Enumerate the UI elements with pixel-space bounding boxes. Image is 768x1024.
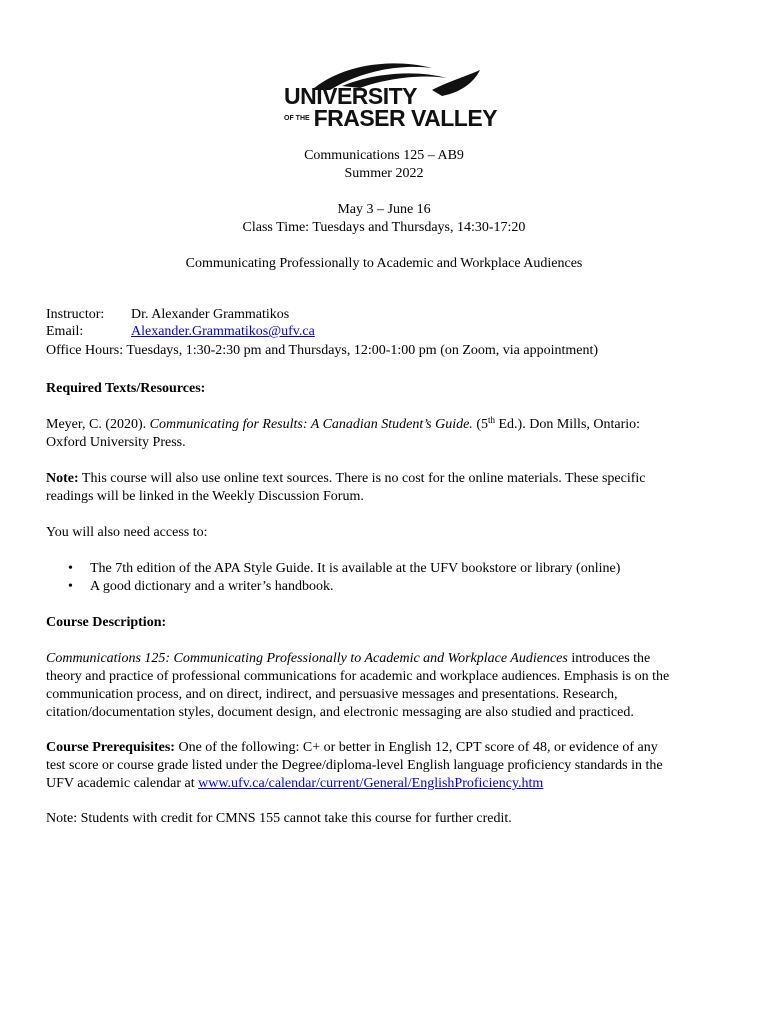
- list-item-text: The 7th edition of the APA Style Guide. It is available at the UFV bookstore or library (online): [90, 561, 621, 576]
- bullet-icon: •: [68, 579, 73, 594]
- list-item: [68, 578, 334, 596]
- description-line-1-rest: introduces the: [567, 651, 651, 666]
- prereq-line-1: [46, 739, 658, 757]
- course-code: Communications 125 – AB9: [304, 148, 464, 163]
- citation-line-2: Oxford University Press.: [46, 435, 186, 450]
- required-texts-heading: Required Texts/Resources:: [46, 381, 206, 396]
- email-row: [46, 323, 315, 341]
- class-time: Class Time: Tuesdays and Thursdays, 14:30-17:20: [242, 220, 526, 235]
- course-dates: May 3 – June 16: [337, 202, 431, 217]
- prereq-line-2: test score or course grade listed under the Degree/diploma-level English language proficiency standards in the: [46, 758, 663, 773]
- instructor-value: Dr. Alexander Grammatikos: [131, 307, 290, 322]
- description-line-2: theory and practice of professional communications for academic and workplace audiences. Emphasis is on the: [46, 669, 670, 684]
- citation-title: Communicating for Results: A Canadian Student’s Guide.: [149, 417, 473, 432]
- logo-fraser-valley: FRASER VALLEY: [313, 105, 498, 131]
- citation-author: Meyer, C. (2020).: [46, 417, 150, 432]
- credit-note: Note: Students with credit for CMNS 155 cannot take this course for further credit.: [46, 811, 512, 826]
- logo-line-university: UNIVERSITY: [284, 83, 418, 109]
- citation-ed-sup: th: [487, 415, 495, 425]
- english-proficiency-link[interactable]: www.ufv.ca/calendar/current/General/EnglishProficiency.htm: [198, 776, 544, 791]
- office-hours-row: [46, 342, 598, 360]
- list-item-text: A good dictionary and a writer’s handbook.: [90, 579, 334, 594]
- note-line-1: [46, 470, 646, 488]
- bullet-icon: •: [68, 561, 73, 576]
- office-hours-value: Tuesdays, 1:30-2:30 pm and Thursdays, 12:00-1:00 pm (on Zoom, via appointment): [126, 343, 599, 358]
- list-item: [68, 560, 620, 578]
- instructor-row: [46, 306, 289, 324]
- instructor-label: Instructor:: [46, 307, 105, 322]
- course-subtitle: Communicating Professionally to Academic and Workplace Audiences: [185, 256, 583, 271]
- access-intro: You will also need access to:: [46, 525, 208, 540]
- description-course-name: Communications 125: Communicating Professionally to Academic and Workplace Audiences: [46, 651, 568, 666]
- note-label: Note:: [46, 471, 79, 486]
- citation-line-1: [46, 416, 640, 434]
- description-line-1: [46, 650, 650, 668]
- email-label: Email:: [46, 324, 84, 339]
- citation-ed-pre: (5: [472, 417, 488, 432]
- email-link[interactable]: Alexander.Grammatikos@ufv.ca: [131, 324, 315, 339]
- note-line-2: readings will be linked in the Weekly Discussion Forum.: [46, 489, 364, 504]
- logo-of-the: OF THE: [284, 115, 310, 122]
- note-text-1: This course will also use online text sources. There is no cost for the online materials. These specific: [78, 471, 646, 486]
- course-term: Summer 2022: [344, 166, 424, 181]
- prereq-text-3: UFV academic calendar at: [46, 776, 199, 791]
- prereq-text-1: One of the following: C+ or better in English 12, CPT score of 48, or evidence of any: [174, 740, 658, 755]
- description-line-3: communication process, and on direct, indirect, and persuasive messages and presentations. Research,: [46, 687, 618, 702]
- course-description-heading: Course Description:: [46, 615, 167, 630]
- office-hours-label: Office Hours:: [46, 343, 124, 358]
- prereq-line-3: [46, 775, 543, 793]
- ufv-logo: [282, 60, 498, 131]
- logo-line-fraser-valley: [284, 106, 497, 130]
- citation-ed-post: Ed.). Don Mills, Ontario:: [495, 417, 641, 432]
- description-line-4: citation/documentation styles, document design, and electronic messaging are also studied and practiced.: [46, 705, 634, 720]
- prereq-label: Course Prerequisites:: [46, 740, 175, 755]
